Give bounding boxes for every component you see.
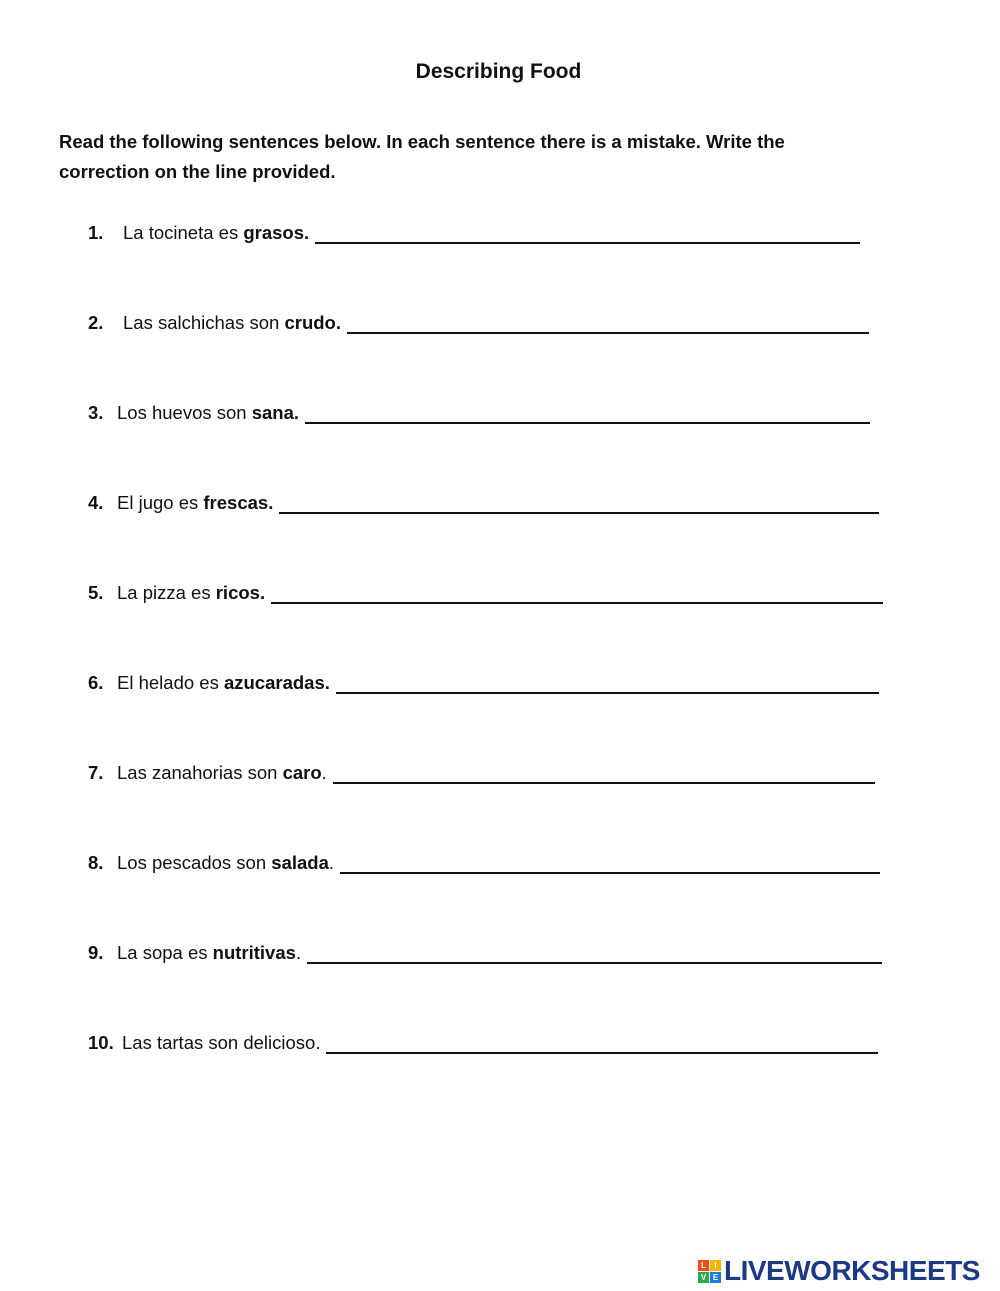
logo-text: LIVEWORKSHEETS [724,1255,980,1286]
question-item [88,212,860,244]
question-item [88,392,870,424]
question-item [88,572,883,604]
logo-letter: L [698,1260,709,1271]
answer-line[interactable] [347,308,869,334]
question-text: El helado es azucaradas. [117,672,330,693]
answer-line[interactable] [333,758,875,784]
mistake-word: grasos. [243,222,310,243]
mistake-word: caro [282,762,322,783]
question-item [88,662,879,694]
question-number: 5. [88,582,104,603]
question-item [88,302,869,334]
answer-line[interactable] [326,1028,878,1054]
question-item [88,752,875,784]
question-text: El jugo es frescas. [117,492,274,513]
logo-letter: E [710,1272,721,1283]
mistake-word: sana. [251,402,300,423]
mistake-word: azucaradas. [223,672,330,693]
question-item [88,482,879,514]
logo-letter: V [698,1272,709,1283]
liveworksheets-logo [698,1254,980,1288]
mistake-word: crudo. [284,312,341,333]
mistake-word: nutritivas [212,942,296,963]
answer-line[interactable] [340,848,880,874]
question-text: Los huevos son sana. [117,402,300,423]
question-text: La pizza es ricos. [117,582,266,603]
question-text: Las tartas son delicioso. [122,1032,321,1053]
question-text: Las salchichas son crudo. [123,312,341,333]
mistake-word: salada [271,852,329,873]
question-number: 7. [88,762,104,783]
question-number: 4. [88,492,104,513]
answer-line[interactable] [279,488,879,514]
answer-line[interactable] [315,218,860,244]
mistake-word: ricos. [215,582,266,603]
live-logo-icon [698,1260,721,1283]
instructions: Read the following sentences below. In each sentence there is a mistake. Write the correction on the line provided. [59,131,785,182]
answer-line[interactable] [305,398,870,424]
question-text: La sopa es nutritivas. [117,942,302,963]
page-title: Describing Food [415,60,582,83]
answer-line[interactable] [336,668,879,694]
question-number: 8. [88,852,104,873]
question-number: 10. [88,1032,114,1053]
answer-line[interactable] [307,938,882,964]
question-item [88,932,882,964]
answer-line[interactable] [271,578,883,604]
question-text: La tocineta es grasos. [123,222,310,243]
question-item [88,842,880,874]
question-number: 1. [88,222,104,243]
mistake-word: frescas. [203,492,274,513]
question-number: 2. [88,312,104,333]
question-number: 6. [88,672,104,693]
question-number: 3. [88,402,104,423]
question-item [88,1022,878,1054]
question-number: 9. [88,942,104,963]
question-text: Los pescados son salada. [117,852,335,873]
logo-letter: I [710,1260,721,1271]
question-text: Las zanahorias son caro. [117,762,327,783]
